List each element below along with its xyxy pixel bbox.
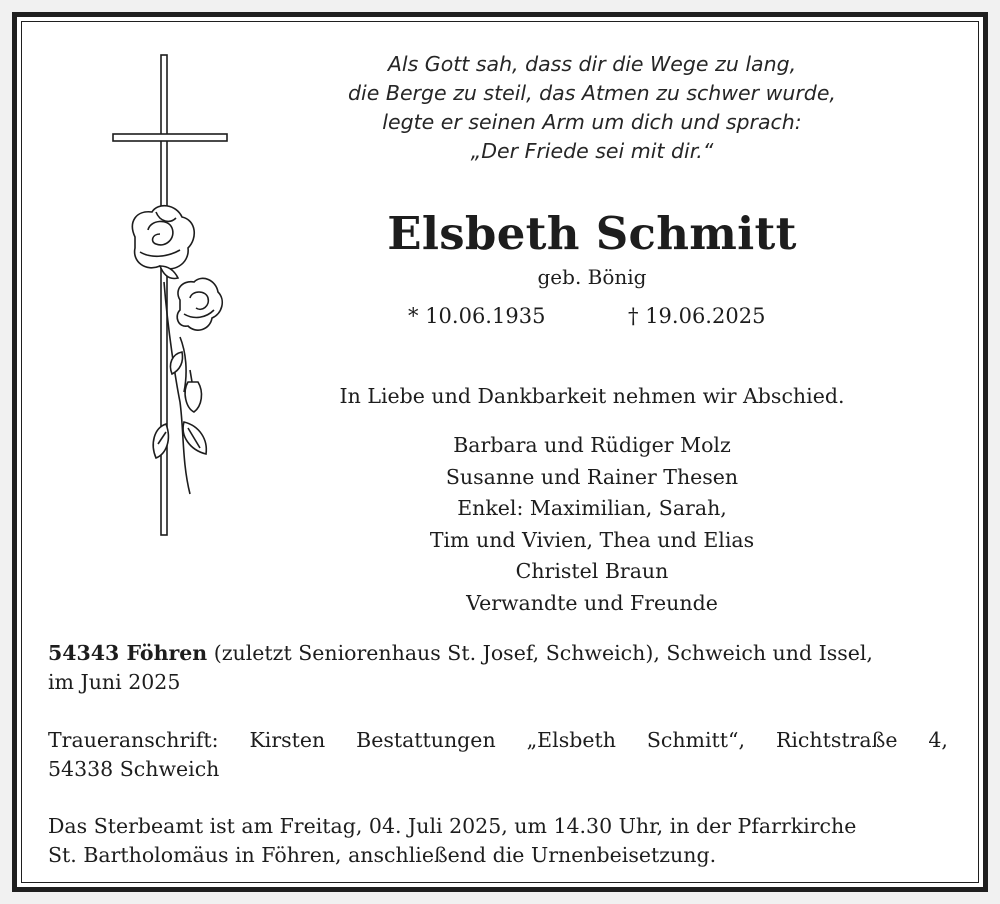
poem-line: die Berge zu steil, das Atmen zu schwer wurde, xyxy=(348,81,836,105)
mourner-line: Enkel: Maximilian, Sarah, xyxy=(457,496,727,520)
maiden-name: geb. Bönig xyxy=(537,265,647,289)
address-line-1 xyxy=(48,726,948,755)
place-detail: (zuletzt Seniorenhaus St. Josef, Schweich), Schweich und Issel, xyxy=(207,641,873,665)
service-line-2: St. Bartholomäus in Föhren, anschließend die Urnenbeisetzung. xyxy=(48,843,717,867)
farewell-text: In Liebe und Dankbarkeit nehmen wir Abschied. xyxy=(339,384,845,408)
service-line-1: Das Sterbeamt ist am Freitag, 04. Juli 2025, um 14.30 Uhr, in der Pfarrkirche xyxy=(48,814,857,838)
address-word: Bestattungen xyxy=(356,728,496,752)
service-paragraph xyxy=(48,812,948,870)
cross-with-roses-icon xyxy=(110,52,230,542)
poem xyxy=(262,50,922,166)
address-word: Schmitt“, xyxy=(646,728,746,752)
mourner-line: Christel Braun xyxy=(515,559,669,583)
birth-symbol: * xyxy=(408,304,419,328)
mourner-line: Susanne und Rainer Thesen xyxy=(445,464,739,489)
mourner-line: Tim und Vivien, Thea und Elias xyxy=(429,527,755,552)
poem-line: „Der Friede sei mit dir.“ xyxy=(470,139,714,163)
birth-date-value: 10.06.1935 xyxy=(425,304,546,328)
mourner-line: Verwandte und Freunde xyxy=(466,590,718,615)
place-date: im Juni 2025 xyxy=(48,670,181,694)
mourners-list xyxy=(262,430,922,619)
address-word: Richtstraße xyxy=(775,728,898,752)
address-word: „Elsbeth xyxy=(526,728,616,752)
address-word: Kirsten xyxy=(249,728,326,752)
poem-line: legte er seinen Arm um dich und sprach: xyxy=(382,110,802,134)
death-date xyxy=(628,304,765,328)
deceased-name: Elsbeth Schmitt xyxy=(387,207,797,260)
address-word: Traueranschrift: xyxy=(48,728,219,752)
mourner-line: Barbara und Rüdiger Molz xyxy=(453,433,731,457)
address-line-2: 54338 Schweich xyxy=(48,757,220,781)
obituary-inner-border xyxy=(21,21,979,883)
poem-line: Als Gott sah, dass dir die Wege zu lang, xyxy=(387,52,797,76)
obituary-frame xyxy=(12,12,988,892)
address-word: 4, xyxy=(928,728,948,752)
death-symbol: † xyxy=(628,304,639,328)
address-paragraph xyxy=(48,726,948,784)
death-date-value: 19.06.2025 xyxy=(645,304,766,328)
birth-date xyxy=(408,304,545,328)
place-town: 54343 Föhren xyxy=(48,641,208,665)
place-paragraph xyxy=(48,639,948,697)
